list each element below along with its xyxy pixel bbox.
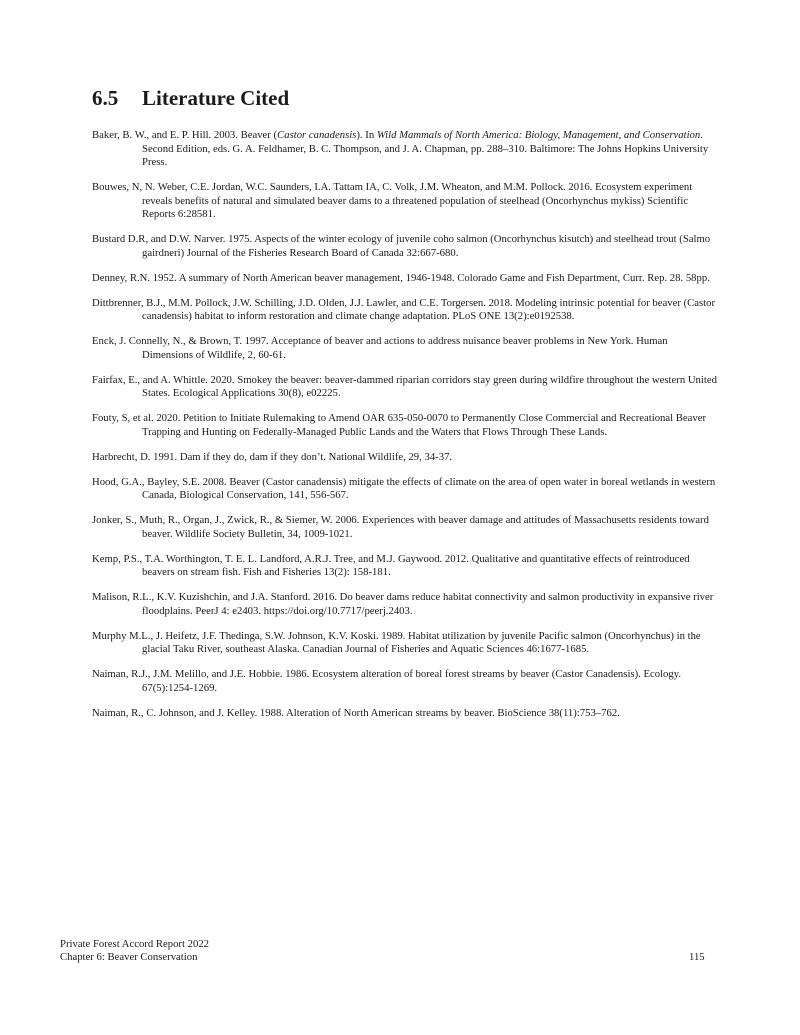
reference-entry [92,553,717,580]
reference-italic-text: Wild Mammals of North America: Biology, Management, and Conservation [376,129,701,141]
reference-entry [92,181,717,222]
reference-entry [92,476,717,503]
reference-text: Enck, J. Connelly, N., & Brown, T. 1997. Acceptance of beaver and actions to address nuisance beaver problems in New York. Human Dimensions of Wildlife, 2, 60-61. [92,335,668,361]
section-title: Literature Cited [142,86,290,110]
reference-entry [92,335,717,362]
reference-text: Bustard D.R, and D.W. Narver. 1975. Aspects of the winter ecology of juvenile coho salmon (Oncorhynchus kisutch) and steelhead trout (Salmo gairdneri) Journal of the Fisheries Research Board of Canada 32:667-680. [92,233,711,259]
reference-entry [92,707,717,721]
reference-text: Malison, R.L., K.V. Kuzishchin, and J.A. Stanford. 2016. Do beaver dams reduce habitat connectivity and salmon productivity in expansive river floodplains. PeerJ 4: e2403. https://doi.org/10.7717/peerj.2403. [92,591,714,617]
reference-text: ). In [356,129,377,141]
reference-entry [92,233,717,260]
footer-chapter: Chapter 6: Beaver Conservation [60,951,198,963]
reference-italic-text: Castor canadensis [277,129,357,141]
reference-list [92,129,717,732]
reference-text: Denney, R.N. 1952. A summary of North American beaver management, 1946-1948. Colorado Game and Fish Department, Curr. Rep. 28. 58pp. [92,271,710,284]
page-number: 115 [689,951,705,963]
section-heading [92,86,289,111]
reference-text: Fouty, S, et al. 2020. Petition to Initiate Rulemaking to Amend OAR 635-050-0070 to Permanently Close Commercial and Recreational Beaver Trapping and Hunting on Federally-Managed Public Lands and the Waters that Flows Through These Lands. [92,412,707,438]
page-footer [60,938,209,964]
reference-text: Naiman, R., C. Johnson, and J. Kelley. 1988. Alteration of North American streams by beaver. BioScience 38(11):753–762. [92,706,620,719]
reference-entry [92,297,717,324]
reference-text: Bouwes, N, N. Weber, C.E. Jordan, W.C. Saunders, I.A. Tattam IA, C. Volk, J.M. Wheaton, and M.M. Pollock. 2016. Ecosystem experiment reveals benefits of natural and simulated beaver dams to a threatened population of steelhead (Oncorhynchus mykiss) Scientific Reports 6:28581. [92,181,693,220]
reference-entry [92,514,717,541]
footer-report-title: Private Forest Accord Report 2022 [60,938,210,950]
reference-entry [92,374,717,401]
reference-entry [92,630,717,657]
reference-text: . Second Edition, eds. G. A. Feldhamer, B. C. Thompson, and J. A. Chapman, pp. 288–310. Baltimore: The Johns Hopkins University Press. [142,129,709,168]
reference-text: Kemp, P.S., T.A. Worthington, T. E. L. Landford, A.R.J. Tree, and M.J. Gaywood. 2012. Qualitative and quantitative effects of reintroduced beavers on stream fish. Fish and Fisheries 13(2): 158-181. [92,552,690,578]
reference-text: Murphy M.L., J. Heifetz, J.F. Thedinga, S.W. Johnson, K.V. Koski. 1989. Habitat utilization by juvenile Pacific salmon (Oncorhynchus) in the glacial Taku River, southeast Alaska. Canadian Journal of Fisheries and Aquatic Sciences 46:1677-1685. [92,629,701,655]
reference-text: Dittbrenner, B.J., M.M. Pollock, J.W. Schilling, J.D. Olden, J.J. Lawler, and C.E. Torgersen. 2018. Modeling intrinsic potential for beaver (Castor canadensis) habitat to inform restoration and climate change adaptation. PLoS ONE 13(2):e0192538. [92,296,716,322]
reference-text: Fairfax, E., and A. Whittle. 2020. Smokey the beaver: beaver-dammed riparian corridors stay green during wildfire throughout the western United States. Ecological Applications 30(8), e02225. [92,373,717,399]
reference-text: Jonker, S., Muth, R., Organ, J., Zwick, R., & Siemer, W. 2006. Experiences with beaver damage and attitudes of Massachusetts residents toward beaver. Wildlife Society Bulletin, 34, 1009-1021. [92,514,709,540]
reference-text: Hood, G.A., Bayley, S.E. 2008. Beaver (Castor canadensis) mitigate the effects of climate on the area of open water in boreal wetlands in western Canada, Biological Conservation, 141, 556-567. [92,475,716,501]
reference-entry [92,451,717,465]
reference-text: Naiman, R.J., J.M. Melillo, and J.E. Hobbie. 1986. Ecosystem alteration of boreal forest streams by beaver (Castor Canadensis). Ecology. 67(5):1254-1269. [92,668,682,694]
section-number: 6.5 [92,86,119,110]
reference-entry [92,668,717,695]
reference-entry [92,272,717,286]
reference-entry [92,129,717,170]
reference-entry [92,591,717,618]
reference-entry [92,412,717,439]
reference-text: Baker, B. W., and E. P. Hill. 2003. Beaver ( [92,129,278,141]
reference-text: Harbrecht, D. 1991. Dam if they do, dam if they don’t. National Wildlife, 29, 34-37. [92,450,453,463]
